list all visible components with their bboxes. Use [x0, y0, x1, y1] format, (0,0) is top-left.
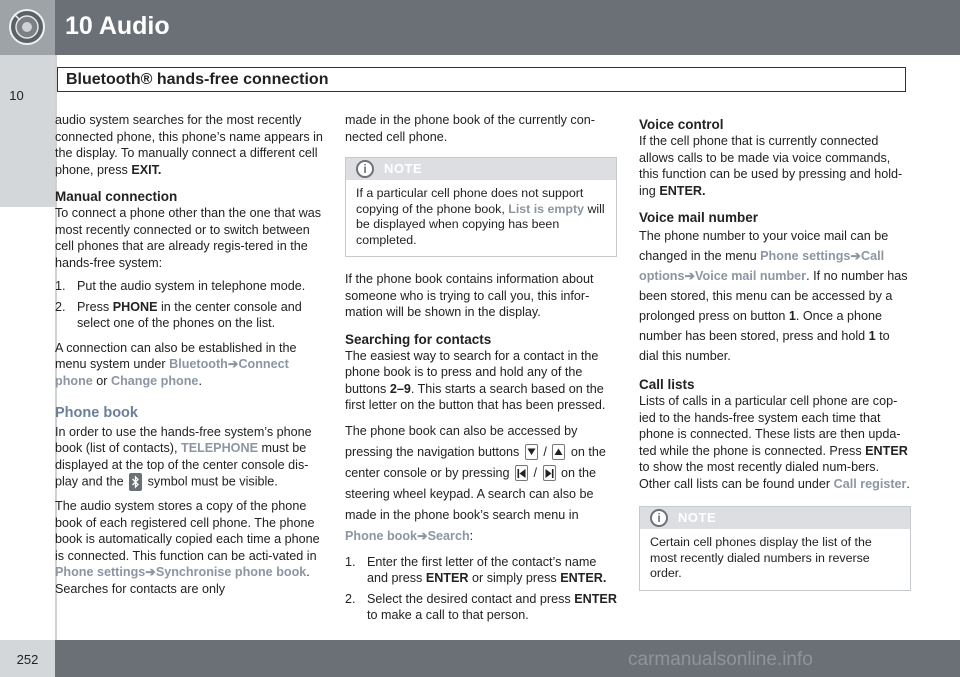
note-title: NOTE	[384, 161, 423, 176]
list-item: 1. Put the audio system in telephone mode.	[55, 279, 306, 293]
audio-logo	[0, 0, 55, 55]
info-icon: i	[356, 160, 374, 178]
column-3	[639, 112, 911, 605]
menu-link-phone-book: Phone book	[345, 528, 418, 543]
list-item: 1. Enter the first letter of the contact’s name and press ENTER or simply press ENTER.	[345, 554, 607, 585]
nav-down-icon	[525, 444, 538, 460]
previous-track-icon	[515, 465, 528, 481]
note-title: NOTE	[678, 510, 717, 525]
paragraph: A connection can also be established in the menu system under Bluetooth➔Connect phone or Change phone.	[55, 340, 297, 388]
steps-list	[345, 554, 617, 624]
section-header	[57, 67, 906, 92]
menu-link-voice-mail-number: Voice mail number	[695, 269, 807, 283]
menu-link-phone-settings: Phone settings	[55, 565, 146, 579]
paragraph: audio system searches for the most recently connected phone, this phone’s name appears in the display. To manually connect a different cell phone, press EXIT.	[55, 113, 323, 177]
note-header	[346, 158, 616, 180]
arrow-icon: ➔	[850, 249, 861, 263]
paragraph: To connect a phone other than the one that was most recently connected or to switch between cell phones that are already regis-tered in the hands-free system:	[55, 206, 322, 270]
arrow-icon: ➔	[227, 357, 239, 371]
speaker-icon	[8, 6, 46, 46]
chapter-tab-number: 10	[9, 88, 24, 103]
arrow-icon: ➔	[684, 269, 696, 283]
column-1	[55, 112, 327, 604]
heading-call-lists: Call lists	[639, 377, 695, 392]
menu-link-connect-phone: Connect phone	[55, 357, 289, 388]
paragraph: made in the phone book of the currently con-nected cell phone.	[345, 113, 595, 144]
menu-link-call-register: Call register	[833, 476, 907, 491]
paragraph: The audio system stores a copy of the phone book of each registered cell phone. The phone book is automatically copied each time a phone is connected. This function can be acti-vated in Phone settings➔Synchronise phone book. Searches for contacts are only	[55, 499, 320, 596]
list-item: 2. Press PHONE in the center console and select one of the phones on the list.	[55, 299, 302, 330]
arrow-icon: ➔	[145, 565, 156, 579]
next-track-icon	[543, 465, 556, 481]
chapter-tab	[0, 55, 55, 207]
menu-link-phone-settings: Phone settings	[760, 249, 851, 263]
status-text-list-empty: List is empty	[508, 201, 584, 216]
paragraph: The easiest way to search for a contact in the phone book is to press and hold any of the buttons 2–9. This starts a search based on the first letter on the button that has been pressed.	[345, 348, 606, 412]
menu-link-search: Search	[427, 528, 470, 543]
heading-phone-book: Phone book	[55, 405, 138, 421]
bluetooth-icon	[129, 473, 142, 491]
menu-link-synchronise-phone-book: Synchronise phone book	[155, 565, 307, 579]
nav-up-icon	[552, 444, 565, 460]
steps-list	[55, 278, 327, 332]
menu-link-telephone: TELEPHONE	[181, 441, 258, 455]
info-icon: i	[650, 509, 668, 527]
note-box	[639, 506, 911, 591]
section-title: Bluetooth® hands-free connection	[66, 71, 329, 88]
heading-manual-connection: Manual connection	[55, 189, 178, 204]
column-2	[345, 112, 617, 632]
paragraph: The phone book can also be accessed by pressing the navigation buttons / on the center console or by pressing / on the steering wheel keypad. A search can also be made in the phone book’s search menu in Phone book➔Search:	[345, 423, 606, 543]
arrow-icon: ➔	[417, 528, 428, 543]
menu-link-change-phone: Change phone	[110, 373, 199, 388]
heading-voice-mail-number: Voice mail number	[639, 210, 759, 225]
paragraph: In order to use the hands-free system’s phone book (list of contacts), TELEPHONE must be displayed at the top of the center console dis-play and the symbol must be visible.	[55, 424, 327, 492]
note-text: Certain cell phones display the list of the most recently dialed numbers in reverse order.	[650, 535, 872, 580]
page-number: 252	[16, 652, 39, 667]
heading-searching-contacts: Searching for contacts	[345, 331, 492, 347]
watermark: carmanualsonline.info	[628, 649, 813, 670]
paragraph: The phone number to your voice mail can be changed in the menu Phone settings➔Call options➔Voice mail number. If no number has been stored, this menu can be accessed by a prolonged press on button 1. Once a phone number has been stored, press and hold 1 to dial this number.	[639, 229, 908, 363]
note-box	[345, 157, 617, 257]
menu-link-call-options: Call options	[639, 249, 885, 283]
heading-voice-control: Voice control	[639, 117, 724, 132]
paragraph: If the phone book contains information about someone who is trying to call you, this infor-mation will be shown in the display.	[345, 272, 594, 319]
note-text: If a particular cell phone does not support copying of the phone book, List is empty will be displayed when copying has been completed.	[356, 186, 605, 247]
note-header	[640, 507, 910, 529]
paragraph: Lists of calls in a particular cell phone are cop-ied to the hands-free system each time that phone is connected. These lists are then upda-ted while the phone is connected. Press ENTER to show the most recently dialed num-bers. Other call lists can be found under Call register.	[639, 394, 910, 491]
chapter-title: 10 Audio	[65, 12, 170, 40]
menu-link-bluetooth: Bluetooth	[169, 357, 228, 371]
footer-bar	[0, 640, 960, 677]
list-item: 2. Select the desired contact and press ENTER to make a call to that person.	[345, 591, 617, 622]
paragraph: If the cell phone that is currently connected allows calls to be made via voice commands, this function can be used by pressing and hold-ing ENTER.	[639, 134, 903, 198]
